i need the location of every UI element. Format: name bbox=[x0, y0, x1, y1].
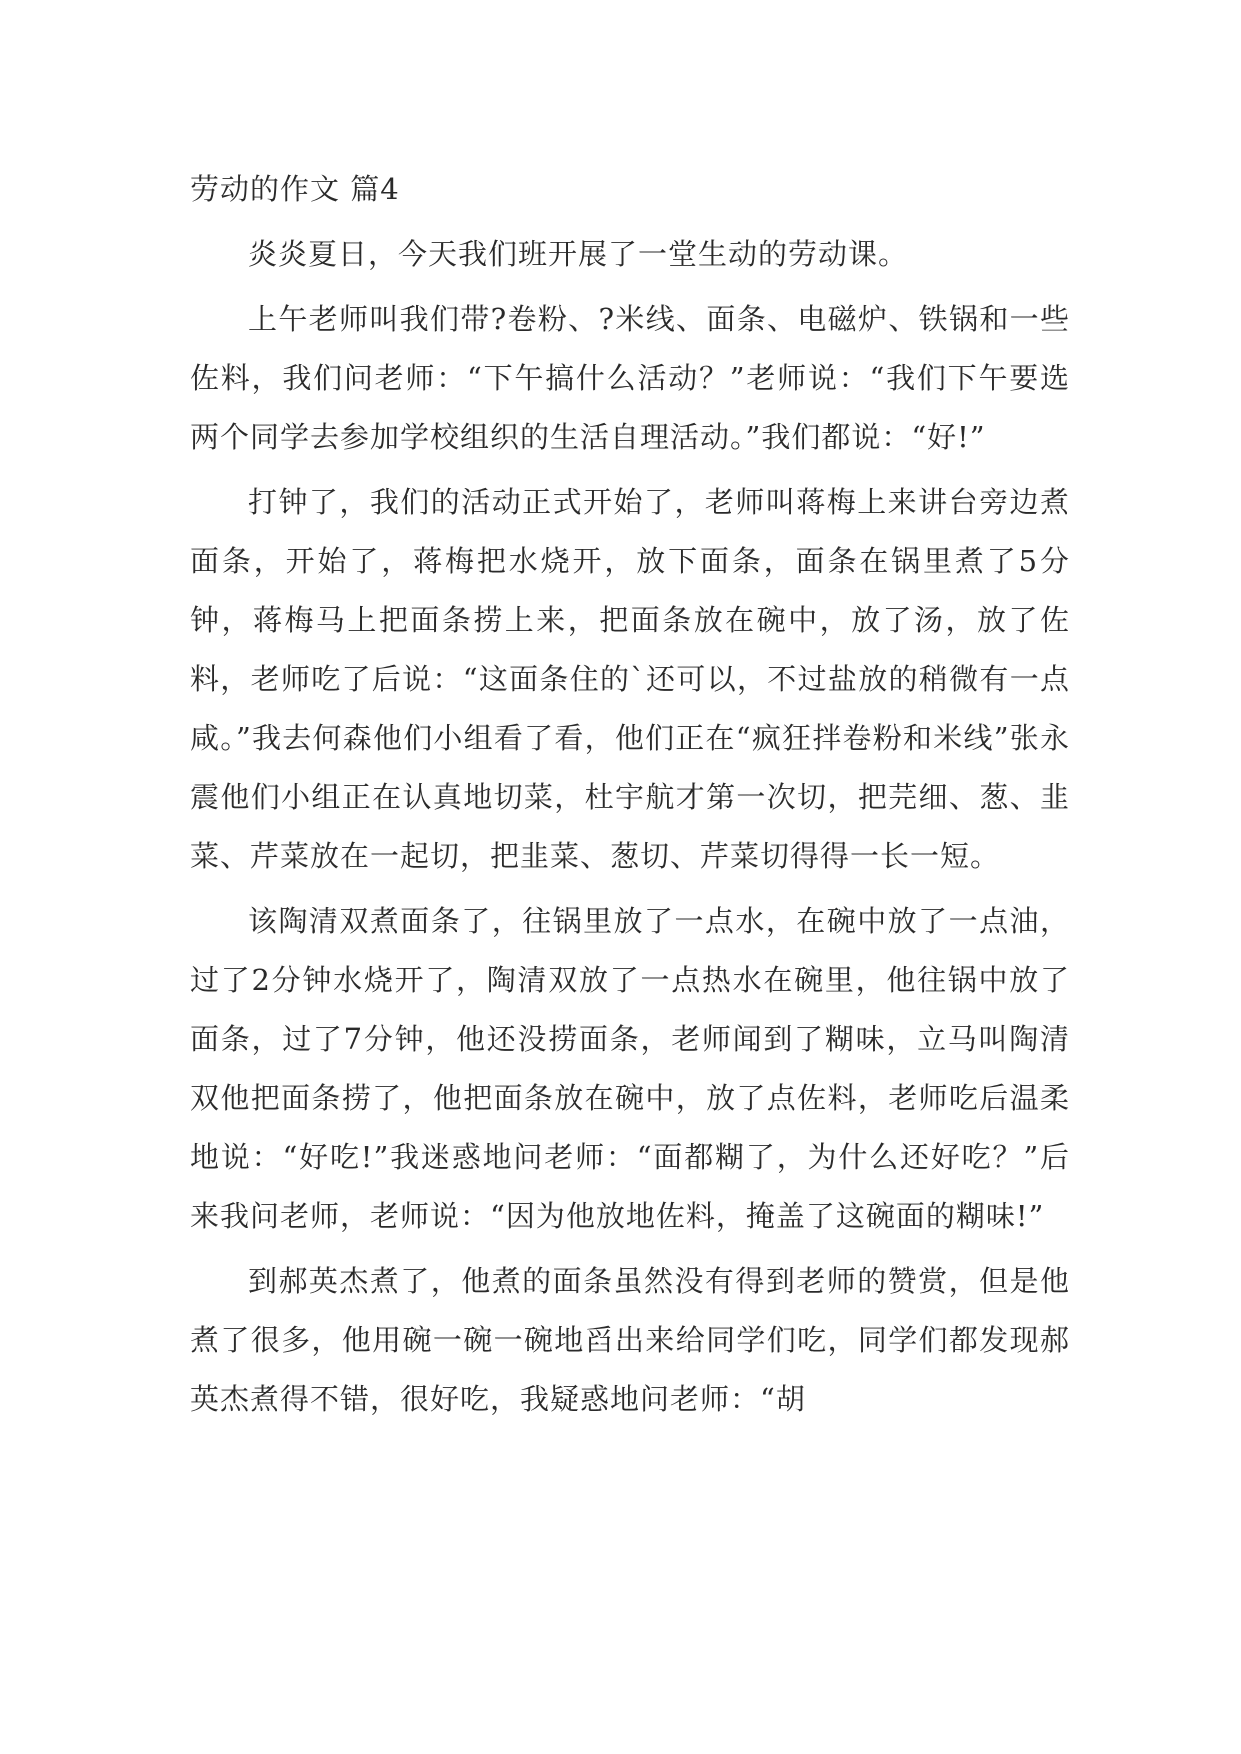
essay-title: 劳动的作文 篇4 bbox=[190, 172, 400, 206]
paragraph-1: 炎炎夏日，今天我们班开展了一堂生动的劳动课。 bbox=[248, 237, 909, 271]
document-body bbox=[190, 160, 1070, 1429]
paragraph-3: 打钟了，我们的活动正式开始了，老师叫蒋梅上来讲台旁边煮面条，开始了，蒋梅把水烧开，放下面条，面条在锅里煮了5分钟，蒋梅马上把面条捞上来，把面条放在碗中，放了汤，放了佐料，老师吃了后说：“这面条住的`还可以，不过盐放的稍微有一点咸。”我去何森他们小组看了看，他们正在“疯狂拌卷粉和米线”张永震他们小组正在认真地切菜，杜宇航才第一次切，把芫细、葱、韭菜、芹菜放在一起切，把韭菜、葱切、芹菜切得得一长一短。 bbox=[190, 485, 1070, 873]
paragraph-2: 上午老师叫我们带?卷粉、?米线、面条、电磁炉、铁锅和一些佐料，我们问老师：“下午搞什么活动？”老师说：“我们下午要选两个同学去参加学校组织的生活自理活动。”我们都说：“好!” bbox=[190, 302, 1070, 454]
paragraph-5: 到郝英杰煮了，他煮的面条虽然没有得到老师的赞赏，但是他煮了很多，他用碗一碗一碗地舀出来给同学们吃，同学们都发现郝英杰煮得不错，很好吃，我疑惑地问老师：“胡 bbox=[190, 1264, 1070, 1416]
paragraph-4: 该陶清双煮面条了，往锅里放了一点水，在碗中放了一点油，过了2分钟水烧开了，陶清双放了一点热水在碗里，他往锅中放了面条，过了7分钟，他还没捞面条，老师闻到了糊味，立马叫陶清双他把面条捞了，他把面条放在碗中，放了点佐料，老师吃后温柔地说：“好吃!”我迷惑地问老师：“面都糊了，为什么还好吃？”后来我问老师，老师说：“因为他放地佐料，掩盖了这碗面的糊味!” bbox=[190, 904, 1070, 1233]
